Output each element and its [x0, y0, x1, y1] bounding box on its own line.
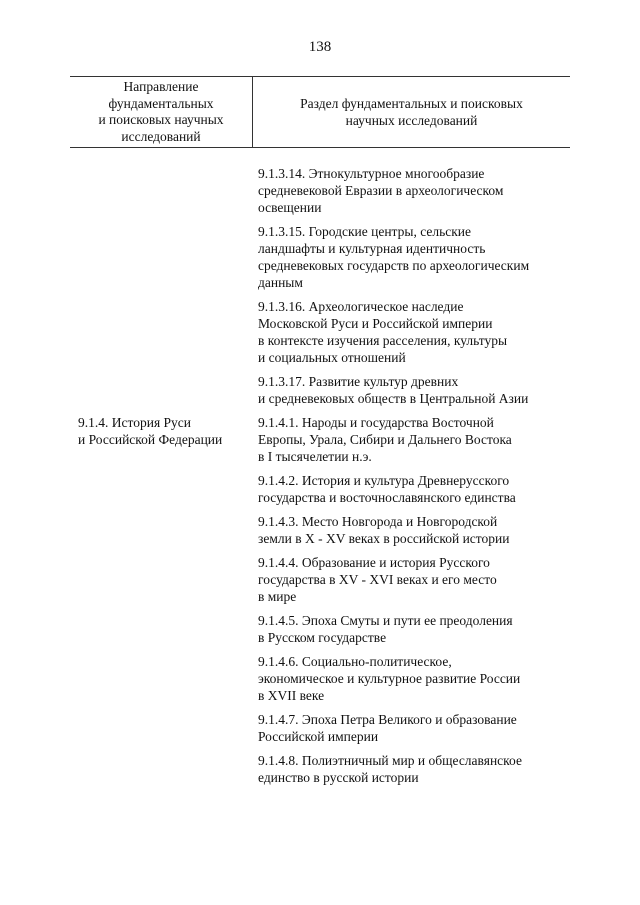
header-bottom-rule — [70, 147, 570, 148]
table-top-rule — [70, 76, 570, 77]
section-entry: 9.1.4.2. История и культура Древнерусского государства и восточнославянского единства — [258, 473, 516, 505]
section-entry: 9.1.3.14. Этнокультурное многообразие средневековой Евразии в археологическом освещении — [258, 166, 504, 215]
section-entry: 9.1.3.15. Городские центры, сельские ландшафты и культурная идентичность средневековых государств по археологическим данным — [258, 224, 530, 290]
section-entry: 9.1.4.5. Эпоха Смуты и пути ее преодоления в Русском государстве — [258, 613, 513, 645]
header-right-cell: Раздел фундаментальных и поисковых научных исследований — [300, 96, 523, 128]
page-number: 138 — [308, 39, 332, 55]
section-entry: 9.1.4.4. Образование и история Русского государства в XV - XVI веках и его место в мире — [258, 555, 497, 604]
section-entry: 9.1.3.16. Археологическое наследие Московской Руси и Российской империи в контексте изучения расселения, культуры и социальных отношений — [258, 299, 508, 365]
section-entry: 9.1.3.17. Развитие культур древних и средневековых обществ в Центральной Азии — [258, 374, 529, 406]
section-entry: 9.1.4.7. Эпоха Петра Великого и образование Российской империи — [258, 712, 517, 744]
section-entries-list — [258, 165, 573, 793]
direction-group-title: 9.1.4. История Руси и Российской Федерации — [78, 415, 223, 447]
section-entry: 9.1.4.6. Социально-политическое, экономическое и культурное развитие России в XVII веке — [258, 654, 521, 703]
section-entry: 9.1.4.8. Полиэтничный мир и общеславянское единство в русской истории — [258, 753, 522, 785]
section-entry: 9.1.4.3. Место Новгорода и Новгородской земли в X - XV веках в российской истории — [258, 514, 510, 546]
section-entry: 9.1.4.1. Народы и государства Восточной Европы, Урала, Сибири и Дальнего Востока в I тысячелетии н.э. — [258, 415, 512, 464]
header-left-cell: Направление фундаментальных и поисковых научных исследований — [98, 79, 224, 144]
